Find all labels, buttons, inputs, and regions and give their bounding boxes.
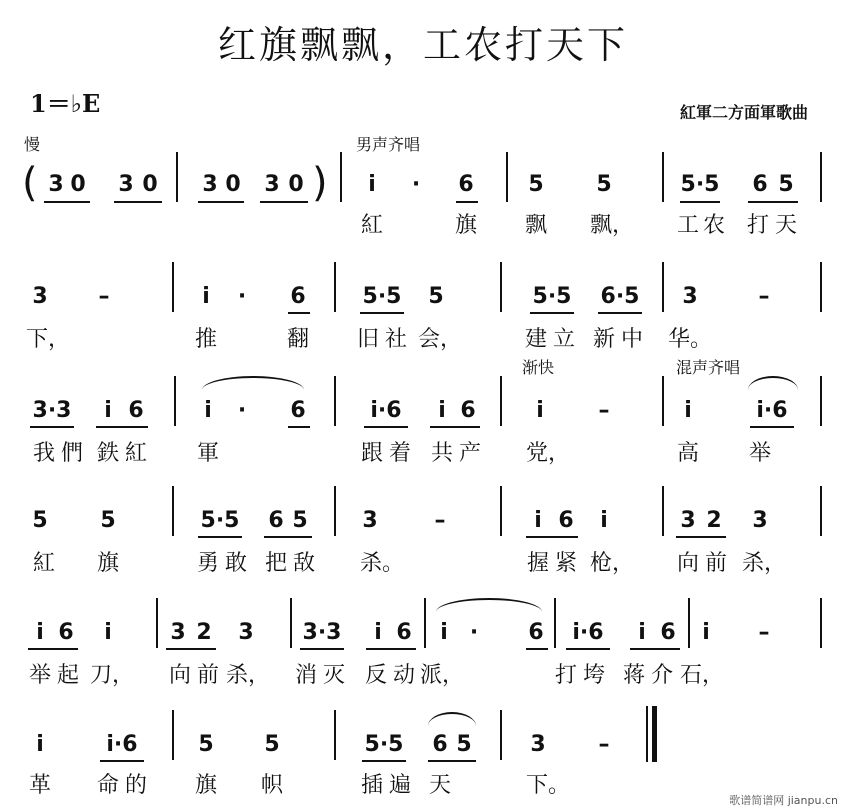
note: 3 (682, 284, 698, 309)
underline-beam (288, 312, 310, 314)
underline-beam (630, 648, 680, 650)
note: i (440, 620, 448, 645)
lyric: 介 (650, 663, 674, 688)
note: 6·5 (600, 284, 640, 309)
note: i (438, 398, 446, 423)
note: 3 (170, 620, 186, 645)
note: 3·3 (32, 398, 72, 423)
bar-line (156, 598, 158, 648)
note: 6 (58, 620, 74, 645)
lyric: 推 (194, 327, 218, 352)
lyric: 杀， (741, 551, 787, 576)
note: i (202, 284, 210, 309)
lyric: 飘， (589, 213, 635, 238)
lyric: 立 (552, 327, 576, 352)
lyric: 杀， (225, 663, 271, 688)
underline-beam (288, 426, 310, 428)
underline-beam (598, 312, 642, 314)
note: 0 (225, 172, 241, 197)
note: 3 (48, 172, 64, 197)
note: 5·5 (200, 508, 240, 533)
lyric: 共 (430, 441, 454, 466)
note: 3·3 (302, 620, 342, 645)
lyric: 会， (417, 327, 463, 352)
cue-mixed-unison: 混声齐唱 (676, 358, 741, 377)
note: 0 (70, 172, 86, 197)
underline-beam (526, 536, 578, 538)
tie-slur (748, 376, 798, 390)
note: 5 (198, 732, 214, 757)
lyric: 旗 (194, 773, 218, 798)
underline-beam (198, 536, 242, 538)
note: 3 (118, 172, 134, 197)
lyric: 着 (388, 441, 412, 466)
underline-beam (530, 312, 574, 314)
lyric: 跟 (360, 441, 384, 466)
lyric: 鉄 (96, 441, 120, 466)
bar-line (334, 710, 336, 760)
note: i (36, 620, 44, 645)
underline-beam (28, 648, 78, 650)
bar-line (554, 598, 556, 648)
note: 0 (288, 172, 304, 197)
note: i·6 (756, 398, 788, 423)
lyric: 灭 (322, 663, 346, 688)
lyric: 产 (458, 441, 482, 466)
note: 5 (528, 172, 544, 197)
note: 5 (778, 172, 794, 197)
note: 5 (32, 508, 48, 533)
underline-beam (264, 536, 312, 538)
note: i (368, 172, 376, 197)
lyric: 中 (620, 327, 644, 352)
note: – (598, 398, 610, 423)
note: 6 (558, 508, 574, 533)
note: – (98, 284, 110, 309)
lyric: 社 (384, 327, 408, 352)
bar-line (688, 598, 690, 648)
repeat-paren-open: ( (22, 160, 38, 206)
lyric: 反 (364, 663, 388, 688)
lyric: 紅 (32, 551, 56, 576)
note: 5 (292, 508, 308, 533)
bar-line (662, 376, 664, 426)
lyric: 把 (264, 551, 288, 576)
underline-beam (430, 426, 480, 428)
bar-line (176, 152, 178, 202)
lyric: 动 (392, 663, 416, 688)
bar-line (820, 262, 822, 312)
note: 6 (290, 284, 306, 309)
lyric: 向 (168, 663, 192, 688)
note: 5·5 (680, 172, 720, 197)
bar-line (172, 262, 174, 312)
bar-line (424, 598, 426, 648)
note: i (600, 508, 608, 533)
note: 2 (196, 620, 212, 645)
cue-faster: 渐快 (522, 358, 555, 377)
note: 6 (128, 398, 144, 423)
bar-line (340, 152, 342, 202)
underline-beam (166, 648, 216, 650)
note: i (36, 732, 44, 757)
note: i·6 (106, 732, 138, 757)
lyric: 党， (525, 441, 571, 466)
underline-beam (428, 760, 476, 762)
underline-beam (676, 536, 726, 538)
key-signature: 1＝♭E (30, 89, 101, 118)
lyric: 天 (428, 773, 452, 798)
lyric: 插 (360, 773, 384, 798)
note: 3 (264, 172, 280, 197)
bar-line (820, 152, 822, 202)
note: i (684, 398, 692, 423)
note: 6 (396, 620, 412, 645)
lyric: 旗 (96, 551, 120, 576)
bar-line (334, 376, 336, 426)
lyric: 前 (196, 663, 220, 688)
lyric: 华。 (667, 327, 713, 352)
underline-beam (366, 648, 416, 650)
underline-beam (456, 201, 478, 203)
bar-line (500, 486, 502, 536)
lyric: 农 (702, 213, 726, 238)
lyric: 翻 (286, 327, 310, 352)
note: 3 (752, 508, 768, 533)
note: 5·5 (532, 284, 572, 309)
bar-line (500, 262, 502, 312)
lyric: 高 (676, 441, 700, 466)
underline-beam (44, 201, 90, 203)
lyric: 握 (526, 551, 550, 576)
note: 3 (202, 172, 218, 197)
lyric: 遍 (388, 773, 412, 798)
underline-beam (748, 201, 798, 203)
note: 6 (460, 398, 476, 423)
lyric: 敌 (292, 551, 316, 576)
lyric: 向 (676, 551, 700, 576)
note: 5 (428, 284, 444, 309)
note: 6 (528, 620, 544, 645)
repeat-paren-close: ) (312, 160, 328, 206)
final-bar-thick (652, 706, 657, 762)
note: i (104, 398, 112, 423)
note: i (534, 508, 542, 533)
bar-line (820, 376, 822, 426)
underline-beam (526, 648, 548, 650)
note: 5 (264, 732, 280, 757)
note: 2 (706, 508, 722, 533)
lyric: 枪， (589, 551, 635, 576)
note: i (374, 620, 382, 645)
note: 5·5 (362, 284, 402, 309)
lyric: 举 (28, 663, 52, 688)
note: 5 (100, 508, 116, 533)
lyric: 們 (60, 441, 84, 466)
bar-line (500, 376, 502, 426)
underline-beam (362, 760, 406, 762)
lyric: 派， (419, 663, 465, 688)
underline-beam (364, 426, 408, 428)
tempo-marking: 慢 (24, 135, 41, 154)
note: i·6 (370, 398, 402, 423)
underline-beam (114, 201, 162, 203)
lyric: 起 (56, 663, 80, 688)
note: – (758, 284, 770, 309)
tie-slur (202, 376, 304, 390)
underline-beam (96, 426, 148, 428)
lyric: 工 (676, 213, 700, 238)
lyric: 蒋 (622, 663, 646, 688)
note: – (598, 732, 610, 757)
lyric: 下， (25, 327, 71, 352)
note: · (411, 172, 421, 197)
lyric: 天 (774, 213, 798, 238)
lyric: 建 (524, 327, 548, 352)
underline-beam (566, 648, 610, 650)
note: – (758, 620, 770, 645)
lyric: 勇 (196, 551, 220, 576)
note: 6 (268, 508, 284, 533)
underline-beam (100, 760, 144, 762)
watermark-text: 歌谱简谱网 jianpu.cn (729, 794, 838, 807)
note: 3 (680, 508, 696, 533)
lyric: 我 (32, 441, 56, 466)
underline-beam (198, 201, 244, 203)
note: 5 (596, 172, 612, 197)
note: 6 (290, 398, 306, 423)
note: i (638, 620, 646, 645)
note: 6 (458, 172, 474, 197)
underline-beam (360, 312, 404, 314)
lyric: 新 (592, 327, 616, 352)
lyric: 垮 (582, 663, 606, 688)
bar-line (662, 262, 664, 312)
note: 6 (660, 620, 676, 645)
lyric: 革 (28, 773, 52, 798)
bar-line (506, 152, 508, 202)
bar-line (662, 152, 664, 202)
bar-line (662, 486, 664, 536)
lyric: 刀， (89, 663, 135, 688)
note: i (702, 620, 710, 645)
note: 3 (530, 732, 546, 757)
note: – (434, 508, 446, 533)
lyric: 軍 (196, 441, 220, 466)
tie-slur (436, 598, 542, 612)
note: · (237, 284, 247, 309)
lyric: 命 (96, 773, 120, 798)
note: i·6 (572, 620, 604, 645)
bar-line (334, 262, 336, 312)
note: i (104, 620, 112, 645)
lyric: 石， (679, 663, 725, 688)
note: · (469, 620, 479, 645)
note: 6 (432, 732, 448, 757)
lyric: 旗 (454, 213, 478, 238)
note: 3 (362, 508, 378, 533)
note: 5·5 (364, 732, 404, 757)
bar-line (290, 598, 292, 648)
underline-beam (30, 426, 74, 428)
tie-slur (428, 712, 476, 726)
lyric: 帜 (260, 773, 284, 798)
lyric: 的 (124, 773, 148, 798)
bar-line (820, 598, 822, 648)
note: 6 (752, 172, 768, 197)
lyric: 紅 (124, 441, 148, 466)
lyric: 紅 (360, 213, 384, 238)
note: · (237, 398, 247, 423)
lyric: 飘 (524, 213, 548, 238)
final-bar-thin (646, 706, 648, 762)
lyric: 紧 (554, 551, 578, 576)
lyric: 打 (554, 663, 578, 688)
note: 3 (238, 620, 254, 645)
underline-beam (300, 648, 344, 650)
bar-line (500, 710, 502, 760)
note: 3 (32, 284, 48, 309)
lyric: 消 (294, 663, 318, 688)
lyric: 旧 (356, 327, 380, 352)
bar-line (174, 376, 176, 426)
cue-male-unison: 男声齐唱 (356, 135, 421, 154)
lyric: 下。 (525, 773, 571, 798)
bar-line (172, 486, 174, 536)
bar-line (172, 710, 174, 760)
lyric: 前 (704, 551, 728, 576)
note: i (536, 398, 544, 423)
bar-line (820, 486, 822, 536)
note: i (204, 398, 212, 423)
note: 0 (142, 172, 158, 197)
lyric: 打 (746, 213, 770, 238)
composer-credit: 紅軍二方面軍歌曲 (679, 103, 808, 122)
lyric: 举 (748, 441, 772, 466)
underline-beam (680, 201, 720, 203)
song-title: 红旗飘飘，工农打天下 (217, 23, 628, 67)
lyric: 敢 (224, 551, 248, 576)
underline-beam (750, 426, 794, 428)
underline-beam (260, 201, 308, 203)
lyric: 杀。 (359, 551, 405, 576)
note: 5 (456, 732, 472, 757)
bar-line (334, 486, 336, 536)
